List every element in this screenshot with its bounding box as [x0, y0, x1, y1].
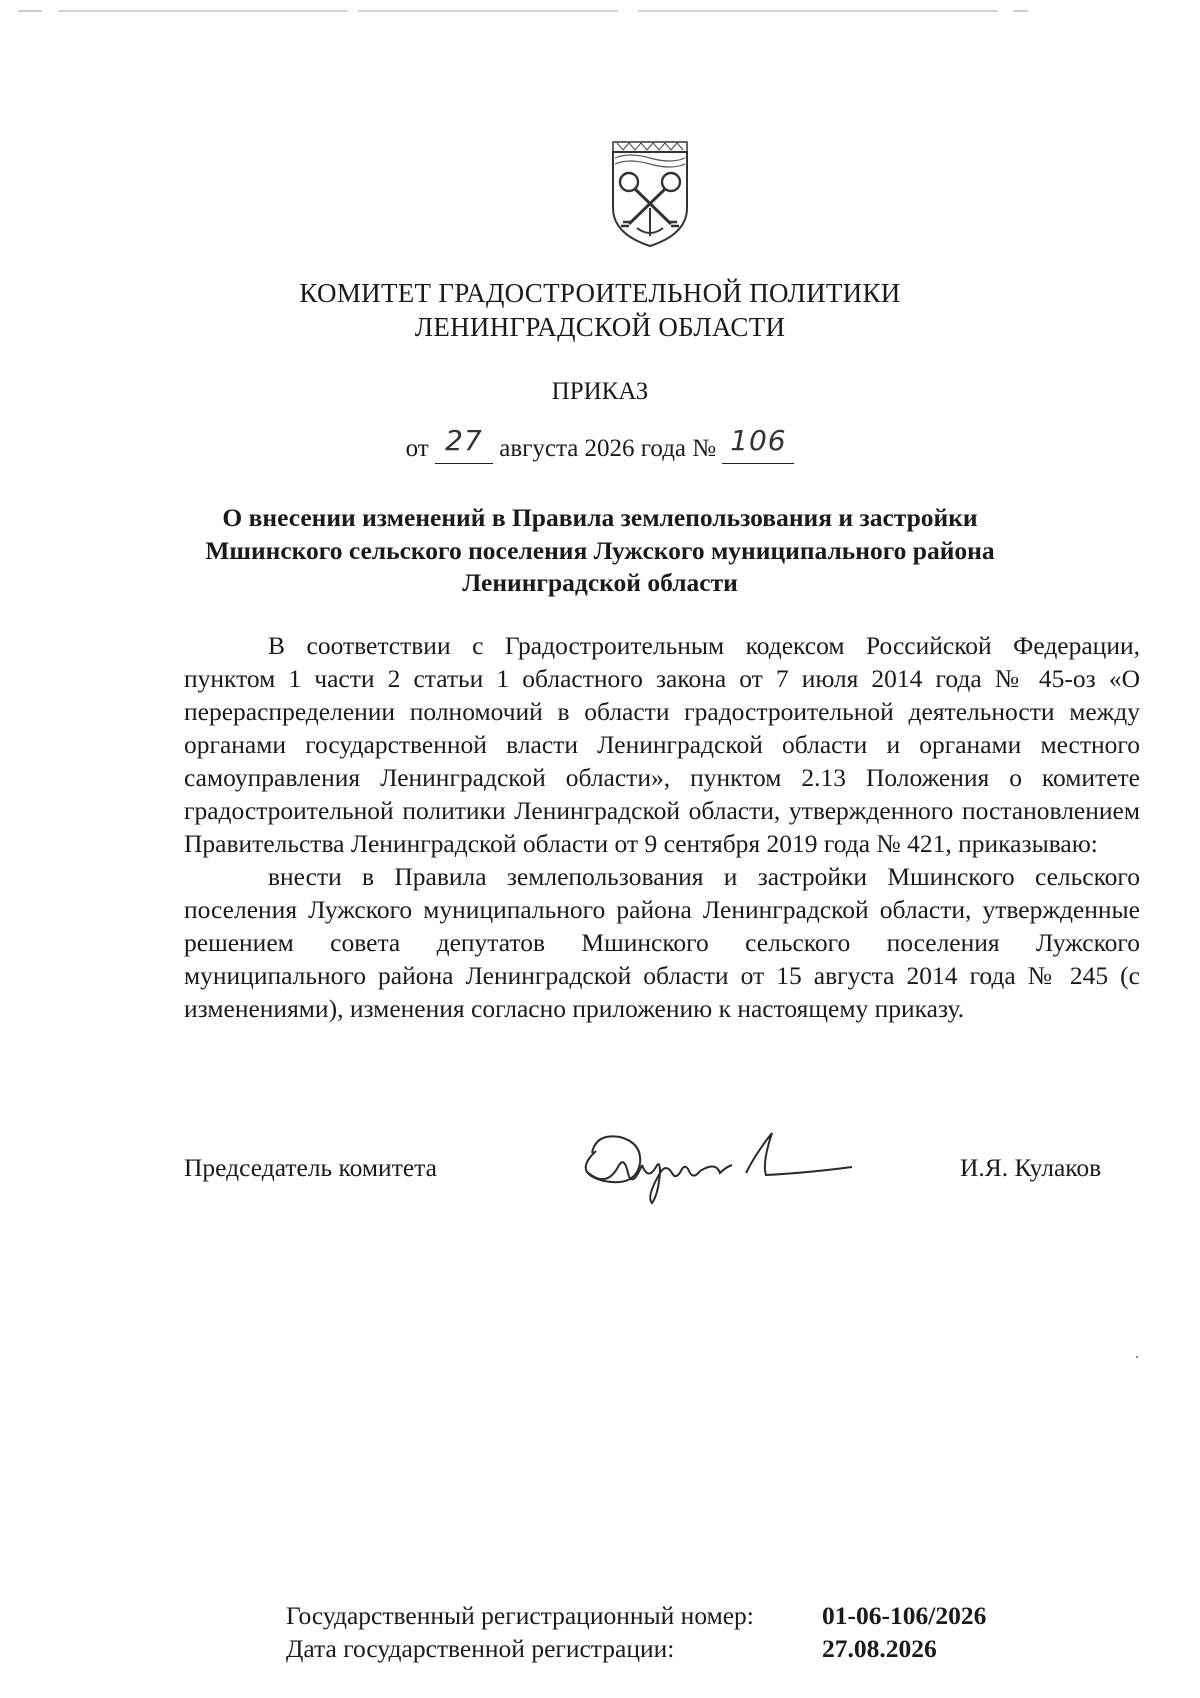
registration-date-label: Дата государственной регистрации:: [286, 1634, 675, 1663]
month-year: августа 2026 года №: [499, 435, 717, 462]
signatory-name: И.Я. Кулаков: [960, 1153, 1102, 1182]
scan-edge-artifact: [18, 8, 1098, 14]
document-type: ПРИКАЗ: [551, 378, 649, 405]
registration-date-value: 27.08.2026: [822, 1634, 937, 1663]
order-title-line3: Ленинградской области: [462, 568, 738, 597]
order-title: [180, 502, 1020, 600]
registration-number-value: 01-06-106/2026: [822, 1601, 987, 1630]
body-paragraph-2: внести в Правила землепользования и застройки Мшинского сельского поселения Лужского муниципального района Ленинградской области, утвержденные решением совета депутатов Мшинского сельского поселения Лужского муниципального района Ленинградской области от 15 августа 2014 года № 245 (с изменениями), изменения согласно приложению к настоящему приказу.: [184, 862, 1140, 1023]
body-paragraph-1: В соответствии с Градостроительным кодексом Российской Федерации, пунктом 1 части 2 статьи 1 областного закона от 7 июля 2014 года № 45-оз «О перераспределении полномочий в области градостроительной деятельности между органами государственной власти Ленинградской области и органами местного самоуправления Ленинградской области», пунктом 2.13 Положения о комитете градостроительной политики Ленинградской области, утвержденного постановлением Правительства Ленинградской области от 9 сентября 2019 года № 421, приказываю:: [184, 631, 1140, 858]
order-number: 106: [730, 424, 787, 457]
order-title-line1: О внесении изменений в Правила землепользования и застройки: [222, 503, 978, 532]
scan-speck: [1136, 1356, 1138, 1358]
coat-of-arms-keys-icon: [609, 138, 691, 248]
organization-name-line2: ЛЕНИНГРАДСКОЙ ОБЛАСТИ: [414, 312, 786, 342]
order-day: 27: [445, 424, 483, 457]
registration-number-label: Государственный регистрационный номер:: [286, 1601, 754, 1630]
date-prefix: от: [405, 435, 429, 462]
signatory-position: Председатель комитета: [184, 1153, 437, 1182]
order-date-line: [0, 424, 1200, 464]
order-title-line2: Мшинского сельского поселения Лужского муниципального района: [205, 535, 995, 565]
order-body: [184, 629, 1140, 1025]
number-blank: [722, 424, 794, 464]
handwritten-signature: [576, 1123, 860, 1207]
organization-name-line1: КОМИТЕТ ГРАДОСТРОИТЕЛЬНОЙ ПОЛИТИКИ: [299, 278, 901, 308]
day-blank: [435, 424, 493, 464]
